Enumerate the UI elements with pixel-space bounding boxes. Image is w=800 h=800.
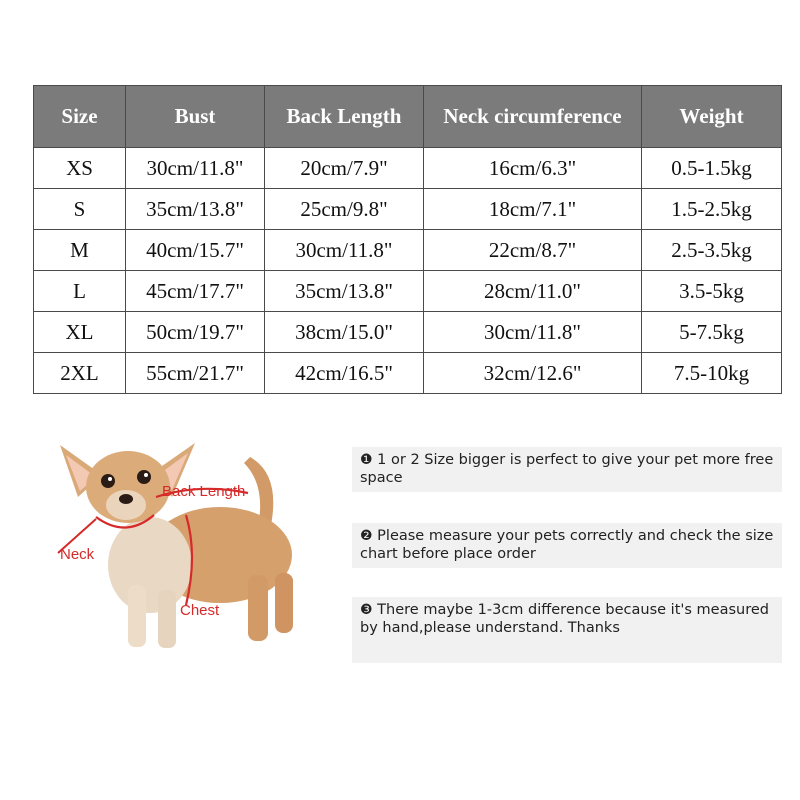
table-row — [34, 189, 782, 230]
cell-size: XS — [34, 148, 126, 189]
note-1-number: ❶ — [360, 452, 373, 468]
cell-size: 2XL — [34, 353, 126, 394]
neck-label: Neck — [60, 546, 95, 563]
chest-label: Chest — [180, 602, 220, 619]
cell-neck: 18cm/7.1" — [424, 189, 642, 230]
cell-neck: 28cm/11.0" — [424, 271, 642, 312]
dog-measurement-illustration — [30, 435, 330, 660]
cell-back-length: 20cm/7.9" — [265, 148, 424, 189]
note-1-text: 1 or 2 Size bigger is perfect to give your pet more free space — [360, 452, 774, 486]
header-neck-circumference: Neck circumference — [424, 86, 642, 148]
table-row — [34, 353, 782, 394]
note-2-text: Please measure your pets correctly and check the size chart before place order — [360, 528, 774, 562]
cell-back-length: 38cm/15.0" — [265, 312, 424, 353]
cell-neck: 16cm/6.3" — [424, 148, 642, 189]
cell-size: L — [34, 271, 126, 312]
cell-bust: 45cm/17.7" — [126, 271, 265, 312]
back-length-label: Back Length — [162, 483, 246, 500]
header-back-length: Back Length — [265, 86, 424, 148]
cell-neck: 32cm/12.6" — [424, 353, 642, 394]
table-row — [34, 230, 782, 271]
cell-back-length: 42cm/16.5" — [265, 353, 424, 394]
note-2-number: ❷ — [360, 528, 373, 544]
cell-neck: 30cm/11.8" — [424, 312, 642, 353]
table-row — [34, 312, 782, 353]
cell-bust: 35cm/13.8" — [126, 189, 265, 230]
cell-size: S — [34, 189, 126, 230]
note-3 — [352, 597, 782, 663]
cell-back-length: 25cm/9.8" — [265, 189, 424, 230]
note-2 — [352, 523, 782, 568]
cell-weight: 7.5-10kg — [642, 353, 782, 394]
cell-weight: 2.5-3.5kg — [642, 230, 782, 271]
cell-weight: 0.5-1.5kg — [642, 148, 782, 189]
cell-back-length: 35cm/13.8" — [265, 271, 424, 312]
note-3-text: There maybe 1-3cm difference because it's measured by hand,please understand. Thanks — [360, 602, 769, 636]
table-header-row — [34, 86, 782, 148]
cell-weight: 3.5-5kg — [642, 271, 782, 312]
table-row — [34, 148, 782, 189]
cell-weight: 5-7.5kg — [642, 312, 782, 353]
cell-size: XL — [34, 312, 126, 353]
header-bust: Bust — [126, 86, 265, 148]
cell-neck: 22cm/8.7" — [424, 230, 642, 271]
note-3-number: ❸ — [360, 602, 373, 618]
cell-weight: 1.5-2.5kg — [642, 189, 782, 230]
cell-back-length: 30cm/11.8" — [265, 230, 424, 271]
header-weight: Weight — [642, 86, 782, 148]
note-1 — [352, 447, 782, 492]
table-row — [34, 271, 782, 312]
cell-bust: 30cm/11.8" — [126, 148, 265, 189]
cell-bust: 50cm/19.7" — [126, 312, 265, 353]
cell-bust: 55cm/21.7" — [126, 353, 265, 394]
cell-bust: 40cm/15.7" — [126, 230, 265, 271]
cell-size: M — [34, 230, 126, 271]
size-chart-table — [33, 85, 782, 394]
header-size: Size — [34, 86, 126, 148]
